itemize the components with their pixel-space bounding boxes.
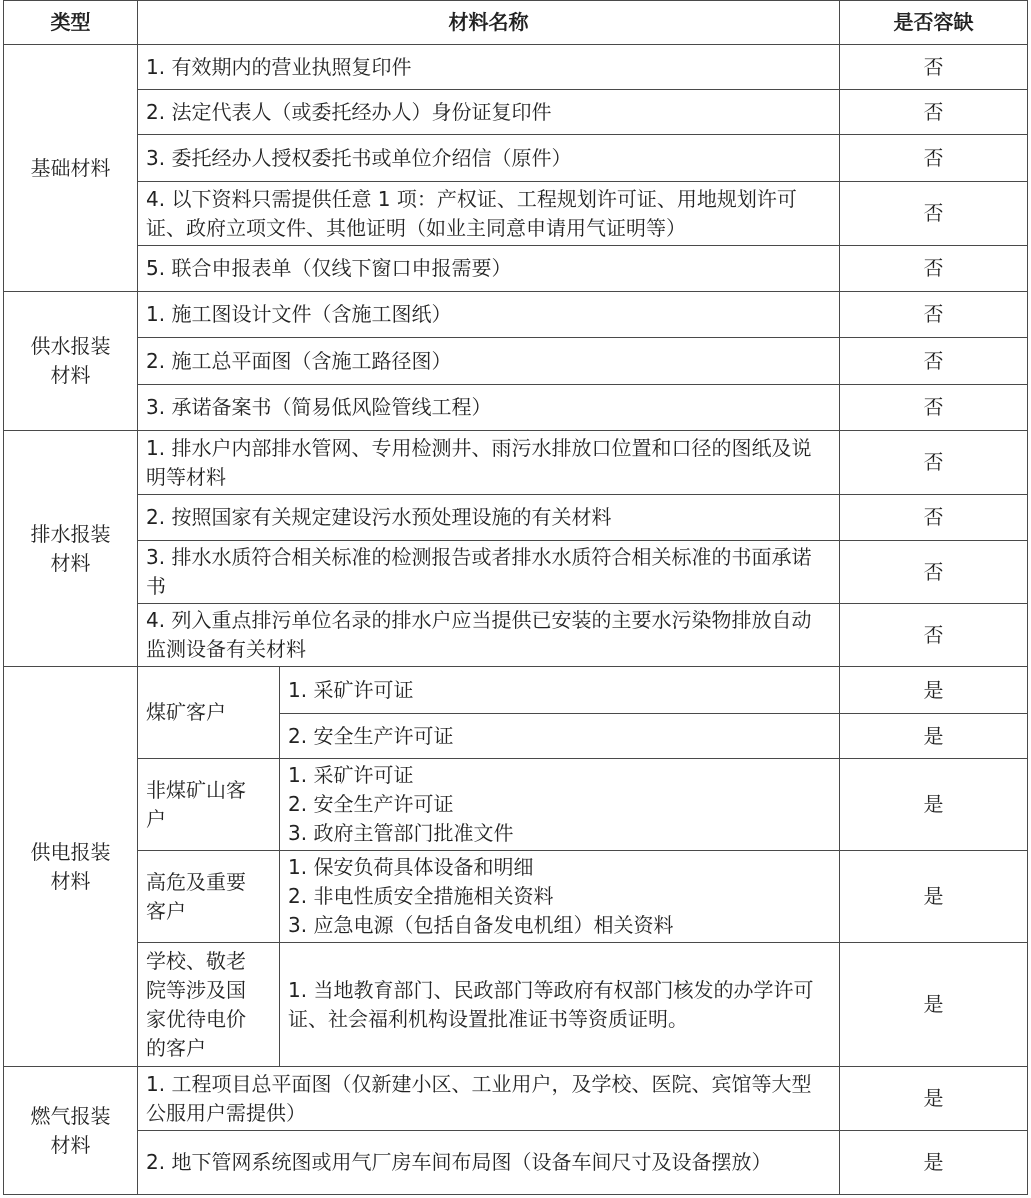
material-line: 3. 政府主管部门批准文件 <box>288 821 514 845</box>
type-label-line: 排水报装 <box>30 521 111 546</box>
table-row <box>4 604 1028 667</box>
header-type: 类型 <box>4 1 138 45</box>
material-line: 2. 安全生产许可证 <box>288 792 454 816</box>
table-row <box>4 1067 1028 1131</box>
subtype-label-line: 的客户 <box>146 1035 206 1060</box>
type-label-line: 材料 <box>50 363 91 387</box>
material-cell: 4. 列入重点排污单位名录的排水户应当提供已安装的主要水污染物排放自动监测设备有关材料 <box>138 604 840 667</box>
subtype-label-line: 院等涉及国 <box>146 977 246 1002</box>
missing-cell: 否 <box>840 246 1028 292</box>
material-cell: 1. 采矿许可证 <box>280 667 840 714</box>
missing-cell: 否 <box>840 431 1028 495</box>
type-cell-drain <box>4 431 138 667</box>
material-cell: 4. 以下资料只需提供任意 1 项：产权证、工程规划许可证、用地规划许可证、政府立项文件、其他证明（如业主同意申请用气证明等） <box>138 182 840 246</box>
type-label-line: 材料 <box>50 868 91 893</box>
missing-cell: 否 <box>840 495 1028 541</box>
material-cell: 3. 排水水质符合相关标准的检测报告或者排水水质符合相关标准的书面承诺书 <box>138 541 840 604</box>
material-cell: 1. 当地教育部门、民政部门等政府有权部门核发的办学许可证、社会福利机构设置批准证书等资质证明。 <box>280 943 840 1067</box>
material-cell: 3. 委托经办人授权委托书或单位介绍信（原件） <box>138 135 840 182</box>
header-row <box>4 1 1028 45</box>
subtype-label-line: 户 <box>146 806 166 831</box>
type-cell-gas <box>4 1067 138 1195</box>
subtype-cell-school <box>138 943 280 1067</box>
missing-cell: 否 <box>840 182 1028 246</box>
table-row <box>4 385 1028 431</box>
header-missing: 是否容缺 <box>840 1 1028 45</box>
type-label-line: 供电报装 <box>30 839 111 864</box>
table-row <box>4 90 1028 135</box>
type-label-line: 燃气报装 <box>30 1103 111 1128</box>
material-cell: 1. 施工图设计文件（含施工图纸） <box>138 292 840 338</box>
material-cell: 2. 按照国家有关规定建设污水预处理设施的有关材料 <box>138 495 840 541</box>
table-row <box>4 759 1028 851</box>
type-cell-basic: 基础材料 <box>4 45 138 292</box>
table-row <box>4 851 1028 943</box>
missing-cell: 否 <box>840 292 1028 338</box>
material-line: 1. 保安负荷具体设备和明细 <box>288 855 534 879</box>
material-cell: 2. 地下管网系统图或用气厂房车间布局图（设备车间尺寸及设备摆放） <box>138 1131 840 1195</box>
type-label-line: 材料 <box>50 550 91 575</box>
missing-cell: 是 <box>840 714 1028 759</box>
table-row <box>4 667 1028 714</box>
subtype-label-line: 客户 <box>146 898 186 923</box>
material-cell: 1. 排水户内部排水管网、专用检测井、雨污水排放口位置和口径的图纸及说明等材料 <box>138 431 840 495</box>
subtype-cell-noncoal <box>138 759 280 851</box>
subtype-label-line: 家优待电价 <box>146 1006 246 1031</box>
table-row <box>4 943 1028 1067</box>
material-cell: 1. 有效期内的营业执照复印件 <box>138 45 840 90</box>
material-cell <box>280 759 840 851</box>
missing-cell: 否 <box>840 604 1028 667</box>
subtype-label-line: 非煤矿山客 <box>146 777 246 802</box>
type-cell-power <box>4 667 138 1067</box>
type-label-line: 供水报装 <box>30 334 111 358</box>
material-cell: 5. 联合申报表单（仅线下窗口申报需要） <box>138 246 840 292</box>
table-row <box>4 45 1028 90</box>
material-cell: 2. 施工总平面图（含施工路径图） <box>138 338 840 385</box>
table-row <box>4 182 1028 246</box>
type-label-line: 材料 <box>50 1132 91 1157</box>
table-row <box>4 495 1028 541</box>
material-cell: 3. 承诺备案书（简易低风险管线工程） <box>138 385 840 431</box>
table-row <box>4 292 1028 338</box>
material-cell: 2. 安全生产许可证 <box>280 714 840 759</box>
missing-cell: 是 <box>840 1131 1028 1195</box>
material-cell: 1. 工程项目总平面图（仅新建小区、工业用户，及学校、医院、宾馆等大型公服用户需提供） <box>138 1067 840 1131</box>
missing-cell: 否 <box>840 338 1028 385</box>
type-cell-water <box>4 292 138 431</box>
header-materials: 材料名称 <box>138 1 840 45</box>
material-line: 3. 应急电源（包括自备发电机组）相关资料 <box>288 913 674 937</box>
missing-cell: 是 <box>840 667 1028 714</box>
subtype-cell-coal: 煤矿客户 <box>138 667 280 759</box>
material-line: 1. 采矿许可证 <box>288 763 414 787</box>
missing-cell: 否 <box>840 45 1028 90</box>
missing-cell: 是 <box>840 851 1028 943</box>
material-line: 2. 非电性质安全措施相关资料 <box>288 884 554 908</box>
missing-cell: 否 <box>840 135 1028 182</box>
subtype-label-line: 学校、敬老 <box>146 948 246 973</box>
table-row <box>4 541 1028 604</box>
subtype-label-line: 高危及重要 <box>146 869 246 894</box>
material-cell <box>280 851 840 943</box>
missing-cell: 是 <box>840 1067 1028 1131</box>
table-row <box>4 338 1028 385</box>
materials-table <box>3 0 1028 1195</box>
missing-cell: 否 <box>840 90 1028 135</box>
table-row <box>4 246 1028 292</box>
table-row <box>4 1131 1028 1195</box>
subtype-cell-hazard <box>138 851 280 943</box>
missing-cell: 否 <box>840 385 1028 431</box>
table-row <box>4 431 1028 495</box>
missing-cell: 是 <box>840 759 1028 851</box>
material-cell: 2. 法定代表人（或委托经办人）身份证复印件 <box>138 90 840 135</box>
missing-cell: 是 <box>840 943 1028 1067</box>
missing-cell: 否 <box>840 541 1028 604</box>
table-row <box>4 135 1028 182</box>
